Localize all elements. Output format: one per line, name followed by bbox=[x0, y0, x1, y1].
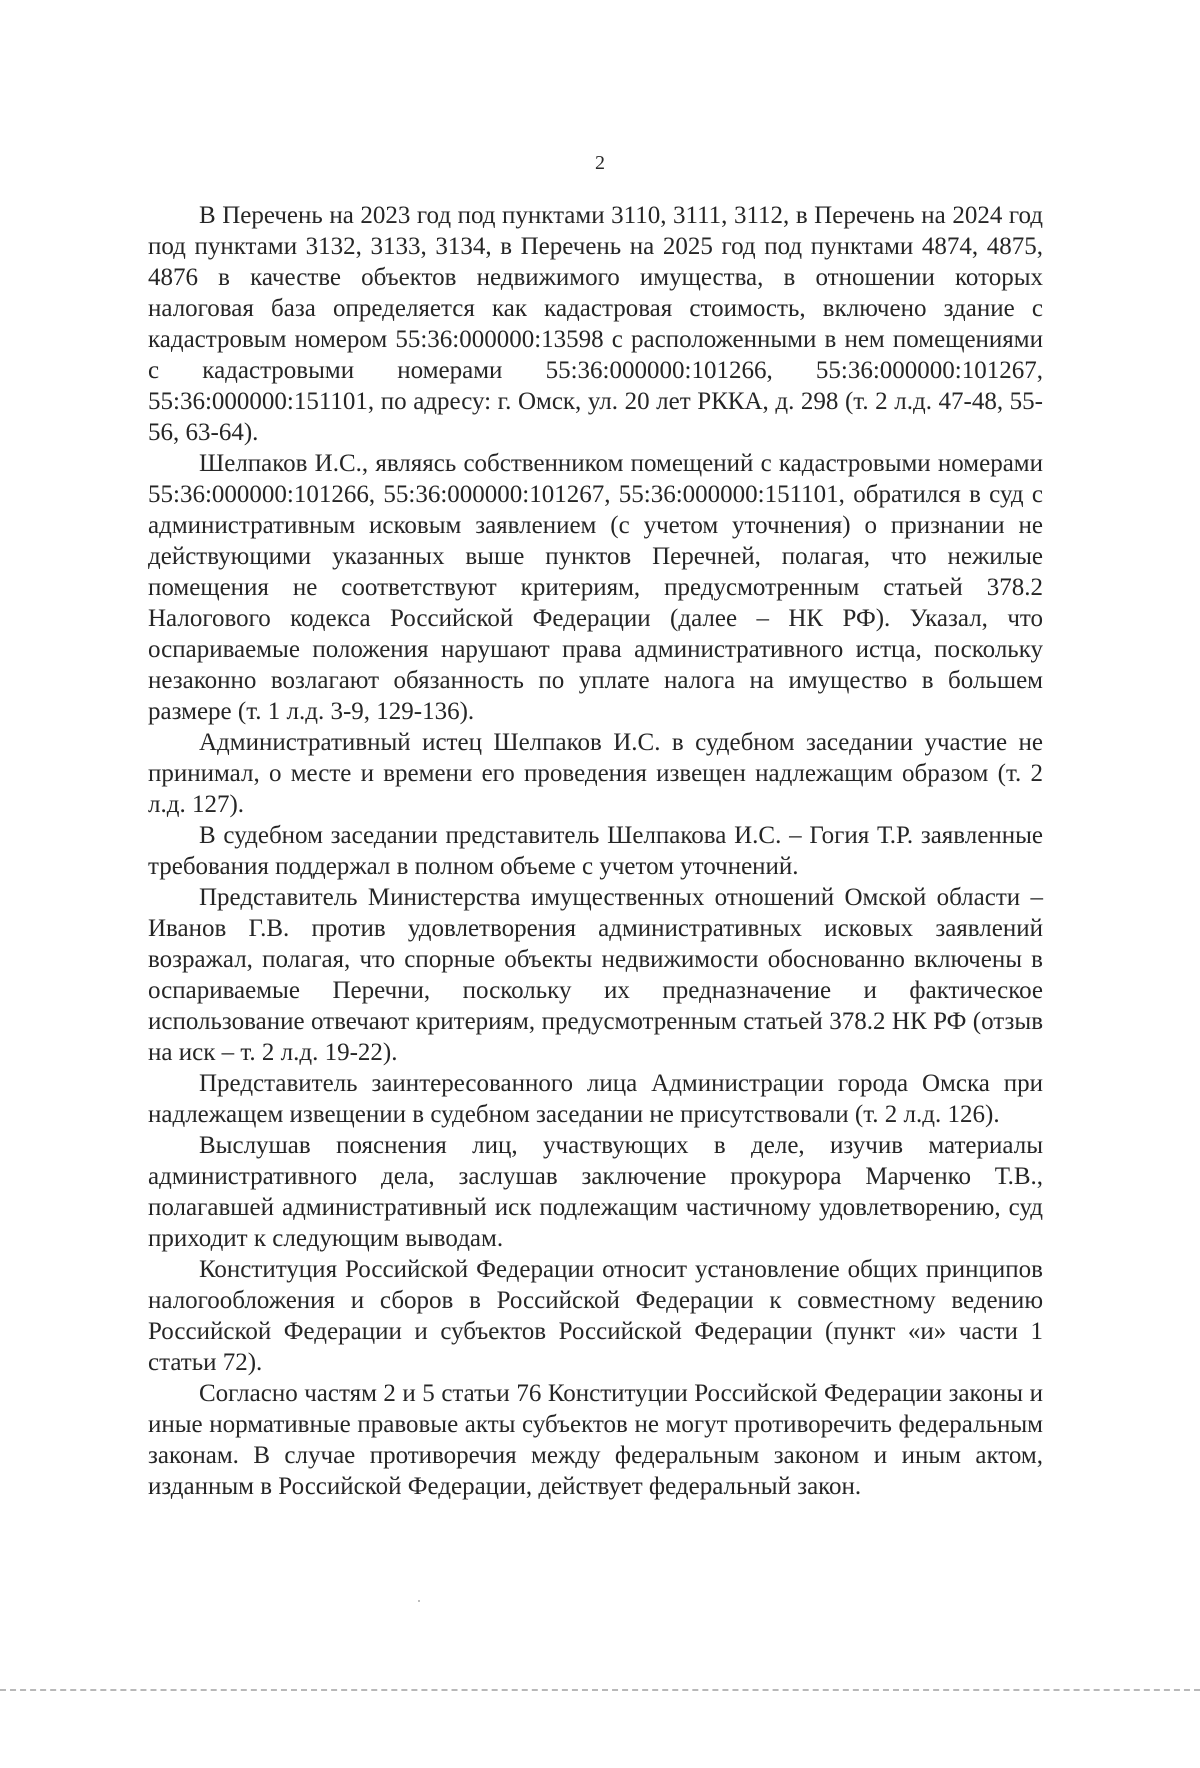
paragraph-court-conclusion: Выслушав пояснения лиц, участвующих в деле, изучив материалы административного дела, заслушав заключение прокурора Марченко Т.В., полагавшей административный иск подлежащим частичному удовлетворению, суд приходит к следующим выводам. bbox=[148, 1132, 1043, 1252]
scan-edge-line bbox=[0, 1689, 1200, 1691]
scan-speck bbox=[418, 1600, 420, 1602]
paragraph-ministry-objection: Представитель Министерства имущественных отношений Омской области – Иванов Г.В. против удовлетворения административных исковых заявлений возражал, полагая, что спорные объекты недвижимости обоснованно включены в оспариваемые Перечни, поскольку их предназначение и фактическое использование отвечают критериям, предусмотренным статьей 378.2 НК РФ (отзыв на иск – т. 2 л.д. 19-22). bbox=[148, 884, 1043, 1066]
paragraph-list-inclusion: В Перечень на 2023 год под пунктами 3110, 3111, 3112, в Перечень на 2024 год под пунктами 3132, 3133, 3134, в Перечень на 2025 год под пунктами 4874, 4875, 4876 в качестве объектов недвижимого имущества, в отношении которых налоговая база определяется как кадастровая стоимость, включено здание с кадастровым номером 55:36:000000:13598 с расположенными в нем помещениями с кадастровыми номерами 55:36:000000:101266, 55:36:000000:101267, 55:36:000000:151101, по адресу: г. Омск, ул. 20 лет РККА, д. 298 (т. 2 л.д. 47-48, 55-56, 63-64). bbox=[148, 202, 1043, 446]
paragraph-constitution-art76: Согласно частям 2 и 5 статьи 76 Конституции Российской Федерации законы и иные нормативные правовые акты субъектов не могут противоречить федеральным законам. В случае противоречия между федеральным законом и иным актом, изданным в Российской Федерации, действует федеральный закон. bbox=[148, 1380, 1043, 1500]
paragraph-constitution-art72: Конституция Российской Федерации относит установление общих принципов налогообложения и сборов в Российской Федерации к совместному ведению Российской Федерации и субъектов Российской Федерации (пункт «и» части 1 статьи 72). bbox=[148, 1256, 1043, 1376]
document-body bbox=[148, 200, 1043, 1502]
paragraph-administration-absent: Представитель заинтересованного лица Администрации города Омска при надлежащем извещении в судебном заседании не присутствовали (т. 2 л.д. 126). bbox=[148, 1070, 1043, 1128]
page-number: 2 bbox=[595, 152, 605, 174]
paragraph-claim: Шелпаков И.С., являясь собственником помещений с кадастровыми номерами 55:36:000000:101266, 55:36:000000:101267, 55:36:000000:151101, обратился в суд с административным исковым заявлением (с учетом уточнения) о признании не действующими указанных выше пунктов Перечней, полагая, что нежилые помещения не соответствуют критериям, предусмотренным статьей 378.2 Налогового кодекса Российской Федерации (далее – НК РФ). Указал, что оспариваемые положения нарушают права административного истца, поскольку незаконно возлагают обязанность по уплате налога на имущество в большем размере (т. 1 л.д. 3-9, 129-136). bbox=[148, 450, 1043, 725]
paragraph-representative-support: В судебном заседании представитель Шелпакова И.С. – Гогия Т.Р. заявленные требования поддержал в полном объеме с учетом уточнений. bbox=[148, 822, 1043, 880]
paragraph-plaintiff-absent: Административный истец Шелпаков И.С. в судебном заседании участие не принимал, о месте и времени его проведения извещен надлежащим образом (т. 2 л.д. 127). bbox=[148, 729, 1043, 818]
